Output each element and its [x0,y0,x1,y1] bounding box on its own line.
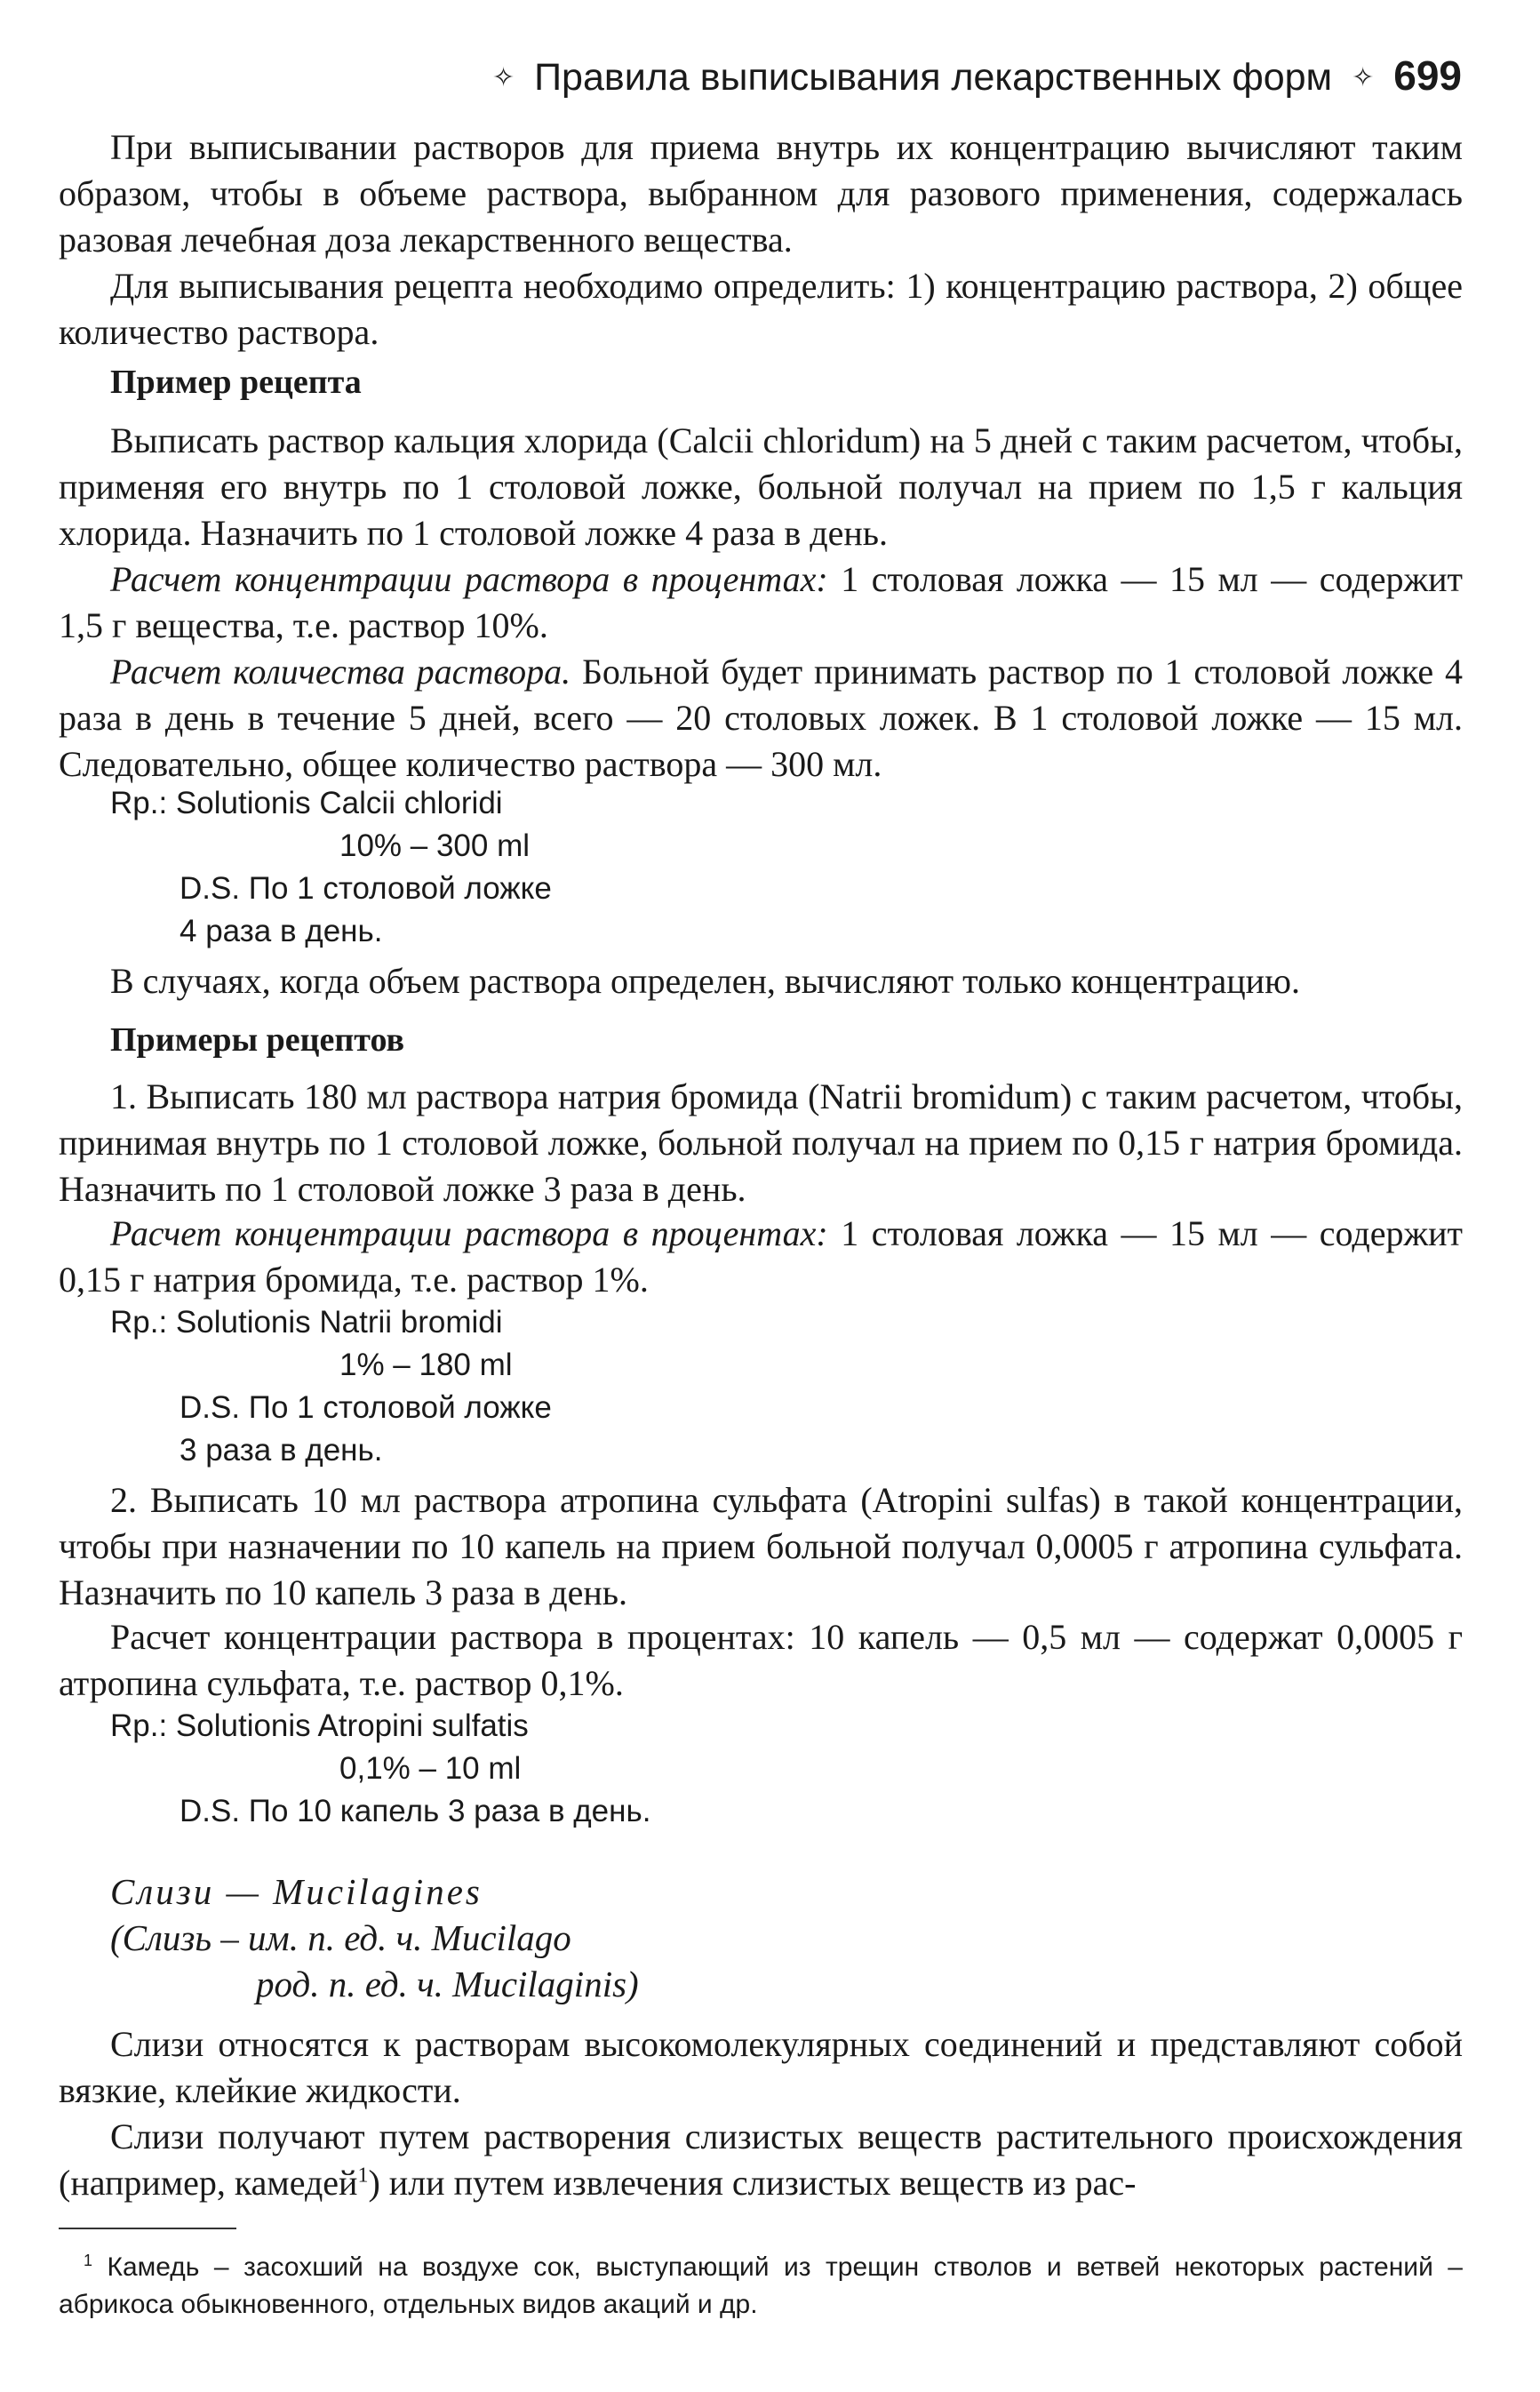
paragraph-mucilage-production [59,2114,1463,2206]
heading-example: Пример рецепта [110,364,362,401]
heading-examples: Примеры рецептов [110,1021,405,1059]
recipe-line: 4 раза в день. [180,914,383,948]
paragraph-example-1: 1. Выписать 180 мл раствора натрия бромида (Natrii bromidum) с таким расчетом, чтобы, принимая внутрь по 1 столовой ложке, больной получал на прием по 0,15 г натрия бромида. Назначить по 1 столовой ложке 3 раза в день. [59,1076,1463,1209]
section-title-line: род. п. ед. ч. Mucilaginis) [256,1964,639,2004]
text-run: 1 столовая ложка — 15 мл — содержит 0,15 г натрия бромида, т.е. раствор 1%. [59,1213,1463,1300]
recipe-line: D.S. По 1 столовой ложке [180,871,552,906]
paragraph-intro: При выписывании растворов для приема внутрь их концентрацию вычисляют таким образом, чтобы в объеме раствора, выбранном для разового применения, содержалась разовая лечебная доза лекарственного вещества. [59,127,1463,260]
recipe-line: D.S. По 10 капель 3 раза в день. [180,1794,651,1828]
italic-lead: Расчет концентрации раствора в процентах: [110,559,828,599]
footnote [59,2249,1463,2324]
diamond-icon: ✧ [492,63,515,92]
recipe-line: 3 раза в день. [180,1433,383,1468]
recipe-line: 10% – 300 ml [339,828,531,863]
footnote-divider [59,2228,236,2229]
text-run: ) или путем извлечения слизистых веществ из рас- [368,2163,1137,2203]
text-run: Больной будет принимать раствор по 1 столовой ложке 4 раза в день в течение 5 дней, всего — 20 столовых ложек. В 1 столовой ложке — 15 мл. Следовательно, общее количество раствора — 300 мл. [59,652,1463,784]
footnote-ref: 1 [357,2164,369,2188]
paragraph-quantity-calc [59,649,1463,788]
recipe-line: 0,1% – 10 ml [339,1751,522,1786]
running-header [444,52,1462,105]
section-title-line: (Слизь – им. п. ед. ч. Mucilago [110,1917,571,1958]
page-number: 699 [1393,52,1462,99]
recipe-line: Rp.: Solutionis Atropini sulfatis [110,1708,529,1743]
recipe-line: Rp.: Solutionis Natrii bromidi [110,1305,503,1340]
paragraph-determine: Для выписывания рецепта необходимо определить: 1) концентрацию раствора, 2) общее количество раствора. [59,266,1463,352]
footnote-text: Камедь – засохший на воздухе сок, выступающий из трещин стволов и ветвей некоторых растений – абрикоса обыкновенного, отдельных видов акаций и др. [59,2252,1463,2319]
paragraph-volume-defined: В случаях, когда объем раствора определен, вычисляют только концентрацию. [110,961,1300,1001]
recipe-line: 1% – 180 ml [339,1348,513,1382]
italic-lead: Расчет количества раствора. [110,652,571,692]
diamond-icon: ✧ [1352,63,1375,92]
running-title: Правила выписывания лекарственных форм [534,56,1333,99]
italic-lead: Расчет концентрации раствора в процентах: [110,1213,828,1253]
paragraph-mucilage-definition: Слизи относятся к растворам высокомолекулярных соединений и представляют собой вязкие, клейкие жидкости. [59,2024,1463,2110]
paragraph-concentration-calc [59,556,1463,649]
text-run: 1 столовая ложка — 15 мл — содержит 1,5 г вещества, т.е. раствор 10%. [59,559,1463,645]
footnote-marker: 1 [84,2252,93,2269]
paragraph-concentration-calc-2 [59,1211,1463,1303]
section-title-mucilagines [110,1868,639,2007]
section-title-line: Слизи — Mucilagines [110,1871,483,1912]
paragraph-concentration-calc-3: Расчет концентрации раствора в процентах: 10 капель — 0,5 мл — содержат 0,0005 г атропина сульфата, т.е. раствор 0,1%. [59,1617,1463,1703]
paragraph-example-2: 2. Выписать 10 мл раствора атропина сульфата (Atropini sulfas) в такой концентрации, чтобы при назначении по 10 капель на прием больной получал 0,0005 г атропина сульфата. Назначить по 10 капель 3 раза в день. [59,1480,1463,1612]
recipe-line: Rp.: Solutionis Calcii chloridi [110,786,503,820]
paragraph-example-task: Выписать раствор кальция хлорида (Calcii chloridum) на 5 дней с таким расчетом, чтобы, применяя его внутрь по 1 столовой ложке, больной получал на прием по 1,5 г кальция хлорида. Назначить по 1 столовой ложке 4 раза в день. [59,420,1463,553]
text-run: Слизи получают путем растворения слизистых веществ растительного происхождения (например, камедей [59,2116,1463,2203]
recipe-line: D.S. По 1 столовой ложке [180,1390,552,1425]
